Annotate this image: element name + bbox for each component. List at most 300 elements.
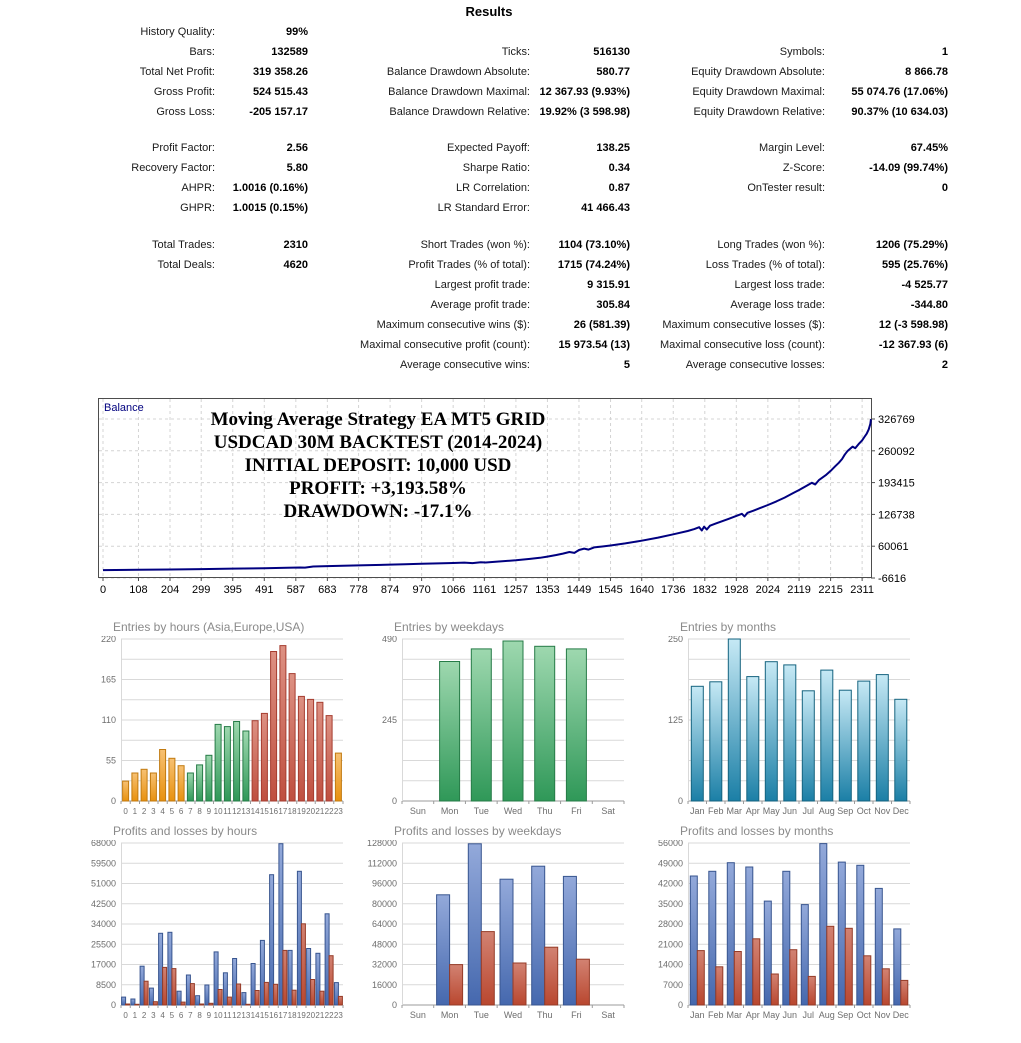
pl-by-months-bar-loss-May	[771, 974, 778, 1005]
stat-value: 90.37% (10 634.03)	[851, 106, 948, 118]
pl-by-hours-bar-profit-14	[251, 964, 255, 1006]
pl-by-weekdays-bar-profit-Wed	[500, 879, 513, 1005]
pl-by-months-bar-profit-Feb	[709, 871, 716, 1005]
entries-by-months-bar-entries-Dec	[895, 699, 907, 801]
chart-title: Profits and losses by months	[680, 824, 834, 838]
x-tick-label: 7	[188, 1011, 193, 1020]
stat-label: Expected Payoff:	[447, 142, 530, 154]
x-tick-label: 10	[213, 1011, 223, 1020]
stat-label: Total Net Profit:	[139, 66, 215, 78]
x-tick-label: Dec	[892, 806, 909, 816]
pl-by-months-bar-profit-Jul	[801, 905, 808, 1005]
x-tick-label: Jul	[802, 806, 815, 816]
pl-by-weekdays-bar-profit-Tue	[468, 844, 481, 1005]
y-tick-label: 125	[667, 715, 683, 725]
stat-row	[650, 279, 948, 299]
x-tick-label: 7	[188, 807, 193, 816]
x-tick-label: Aug	[818, 806, 835, 816]
pl-by-hours-bar-loss-12	[237, 984, 241, 1005]
pl-by-hours-bar-profit-17	[279, 844, 283, 1005]
stat-value: 1.0015 (0.15%)	[232, 202, 308, 214]
pl-by-hours-bar-loss-8	[200, 1004, 204, 1005]
balance-x-tick-label: 1736	[661, 584, 686, 596]
pl-by-weekdays-bar-profit-Mon	[437, 895, 450, 1005]
x-tick-label: Sun	[409, 1010, 426, 1020]
stat-value: -4 525.77	[901, 279, 948, 291]
pl-by-months-bar-profit-Jun	[783, 871, 790, 1005]
x-tick-label: Wed	[503, 1010, 523, 1020]
pl-by-months-bar-loss-Sep	[845, 928, 852, 1005]
x-tick-label: Mon	[440, 1010, 459, 1020]
balance-y-tick-label: 193415	[878, 477, 915, 490]
x-tick-label: 19	[296, 1011, 306, 1020]
pl-by-hours-plot	[85, 840, 353, 1024]
pl-by-hours-bar-loss-13	[246, 1004, 250, 1005]
balance-y-tick-label: 326769	[878, 413, 915, 426]
y-tick-label: 55	[105, 755, 116, 766]
stat-label: Recovery Factor:	[131, 162, 215, 174]
pl-by-weekdays-bar-loss-Wed	[513, 963, 526, 1005]
balance-x-tick-label: 0	[99, 584, 107, 596]
x-tick-label: 3	[151, 1011, 156, 1020]
pl-by-months-bar-profit-Mar	[727, 863, 734, 1005]
balance-x-tick-label: 204	[160, 584, 180, 596]
entries-by-weekdays-bar-entries-Fri	[566, 649, 586, 801]
entries-by-months-bar-entries-Sep	[839, 690, 851, 801]
pl-by-hours-bar-profit-21	[316, 953, 320, 1005]
pl-by-months-bar-loss-Apr	[753, 939, 760, 1005]
stat-row	[330, 66, 630, 86]
entries-by-weekdays-svg	[366, 636, 634, 820]
stat-row	[650, 86, 948, 106]
entries-by-weekdays-bar-entries-Mon	[440, 662, 460, 802]
stat-row	[650, 106, 948, 126]
y-tick-label: 245	[381, 715, 397, 725]
y-tick-label: 34000	[90, 919, 116, 929]
x-tick-label: Nov	[874, 1010, 891, 1020]
y-tick-label: 17000	[90, 959, 116, 970]
stat-label: Bars:	[189, 46, 215, 58]
stat-row	[650, 46, 948, 66]
stat-row	[330, 202, 630, 222]
stat-row	[330, 182, 630, 202]
x-tick-label: 11	[223, 807, 232, 816]
stat-value: 2.56	[286, 142, 308, 154]
pl-by-hours-bar-profit-4	[159, 933, 163, 1005]
chart-title: Entries by months	[680, 620, 777, 634]
y-tick-label: 112000	[367, 858, 397, 869]
x-tick-label: Jan	[689, 806, 705, 816]
balance-x-tick-label: 1449	[566, 584, 592, 596]
stat-row	[30, 26, 308, 46]
balance-x-tick-label: 299	[192, 584, 211, 596]
x-tick-label: Sun	[409, 806, 426, 816]
x-tick-label: 23	[333, 1011, 343, 1020]
entries-by-hours-bar-entries-4	[160, 750, 166, 802]
x-tick-label: 14	[250, 807, 260, 816]
x-tick-label: Dec	[892, 1010, 909, 1020]
entries-by-hours-bar-entries-12	[234, 722, 240, 802]
pl-by-weekdays-bar-loss-Mon	[450, 965, 463, 1005]
pl-by-hours-chart	[85, 824, 353, 1024]
y-tick-label: 110	[101, 715, 116, 725]
stat-row	[30, 106, 308, 126]
y-tick-label: 56000	[657, 840, 683, 848]
pl-by-months-svg	[652, 840, 920, 1024]
stat-row	[330, 359, 630, 379]
stat-row	[330, 162, 630, 182]
x-tick-label: 15	[259, 1011, 269, 1020]
pl-by-hours-bar-loss-3	[153, 1002, 157, 1005]
x-tick-label: Thu	[536, 1010, 553, 1020]
balance-x-tick-label: 1928	[724, 584, 749, 596]
entries-by-months-bar-entries-Nov	[876, 675, 888, 801]
pl-by-months-bar-loss-Jul	[808, 976, 815, 1005]
entries-by-months-svg	[652, 636, 920, 820]
x-tick-label: 15	[259, 807, 269, 816]
balance-x-tick-label: 1353	[535, 584, 560, 596]
stat-value: -14.09 (99.74%)	[869, 162, 948, 174]
pl-by-hours-bar-profit-1	[131, 999, 135, 1005]
overlay-line-4: PROFIT: +3,193.58%	[289, 478, 467, 499]
stat-value: 524 515.43	[252, 86, 308, 98]
pl-by-months-bar-profit-Dec	[894, 929, 901, 1005]
x-tick-label: 1	[132, 807, 138, 816]
pl-by-hours-bar-loss-11	[227, 997, 231, 1005]
overlay-line-2: USDCAD 30M BACKTEST (2014-2024)	[213, 432, 543, 453]
pl-by-hours-bar-loss-5	[172, 969, 176, 1006]
pl-by-hours-bar-profit-20	[307, 949, 311, 1006]
pl-by-months-bar-profit-May	[764, 901, 771, 1005]
stat-value: 595 (25.76%)	[881, 259, 948, 271]
pl-by-months-bar-profit-Apr	[746, 867, 753, 1005]
y-tick-label: 250	[667, 636, 683, 644]
pl-by-hours-bar-profit-0	[122, 997, 126, 1005]
pl-by-weekdays-bar-profit-Thu	[532, 866, 545, 1005]
y-tick-label: 68000	[90, 840, 116, 848]
pl-by-months-bar-loss-Jun	[790, 950, 797, 1005]
x-tick-label: 20	[306, 807, 316, 816]
y-tick-label: 8500	[95, 979, 116, 990]
x-tick-label: 20	[306, 1011, 316, 1020]
stat-label: Balance Drawdown Maximal:	[388, 86, 530, 98]
x-tick-label: 17	[278, 807, 288, 816]
stat-label: LR Standard Error:	[437, 202, 530, 214]
stat-row	[650, 339, 948, 359]
stat-row	[330, 239, 630, 259]
x-tick-label: 1	[132, 1011, 138, 1020]
entries-by-hours-bar-entries-15	[261, 713, 267, 801]
balance-x-tick-label: 1545	[598, 584, 623, 596]
y-tick-label: 0	[110, 1000, 116, 1010]
x-tick-label: 4	[160, 807, 165, 816]
entries-by-hours-bar-entries-3	[150, 773, 156, 801]
x-tick-label: 9	[206, 1011, 212, 1020]
x-tick-label: Sep	[837, 806, 854, 816]
y-tick-label: 7000	[662, 979, 683, 990]
stat-label: Average profit trade:	[430, 299, 530, 311]
stat-label: History Quality:	[140, 26, 215, 38]
balance-x-tick-label: 1257	[503, 584, 529, 596]
pl-by-hours-bar-loss-21	[320, 991, 324, 1005]
balance-chart	[98, 398, 998, 608]
stat-label: Total Deals:	[157, 259, 215, 271]
x-tick-label: 13	[241, 807, 251, 816]
balance-x-tick-label: 1640	[629, 584, 654, 596]
pl-by-hours-bar-profit-13	[242, 993, 246, 1005]
x-tick-label: Thu	[536, 806, 553, 816]
balance-x-tick-label: 683	[318, 584, 337, 596]
x-tick-label: Nov	[874, 806, 891, 816]
stat-row	[330, 106, 630, 126]
entries-by-weekdays-bar-entries-Wed	[503, 641, 523, 801]
stat-row	[330, 279, 630, 299]
balance-x-tick-label: 1832	[692, 584, 718, 596]
x-tick-label: 12	[232, 1011, 242, 1020]
pl-by-weekdays-chart	[366, 824, 634, 1024]
stat-row	[650, 359, 948, 379]
y-tick-label: 64000	[371, 919, 397, 929]
stat-row	[30, 66, 308, 86]
x-tick-label: Sat	[601, 806, 615, 816]
stat-label: Margin Level:	[758, 142, 825, 154]
x-tick-label: 22	[324, 807, 334, 816]
entries-by-months-bar-entries-Jul	[802, 691, 814, 801]
x-tick-label: 21	[315, 807, 325, 816]
stat-label: Long Trades (won %):	[717, 239, 825, 251]
stat-row	[650, 162, 948, 182]
pl-by-hours-bar-loss-23	[338, 996, 342, 1005]
pl-by-hours-bar-profit-5	[168, 932, 172, 1005]
balance-x-tick-label: 587	[286, 584, 306, 596]
x-tick-label: 12	[232, 807, 242, 816]
x-tick-label: May	[762, 1010, 780, 1020]
entries-by-weekdays-plot	[366, 636, 634, 820]
entries-by-hours-svg	[85, 636, 353, 820]
x-tick-label: 16	[269, 1011, 279, 1020]
stat-value: 41 466.43	[581, 202, 630, 214]
pl-by-months-bar-loss-Jan	[697, 951, 704, 1005]
stat-value: 5.80	[286, 162, 308, 174]
x-tick-label: 4	[160, 1011, 165, 1020]
entries-by-months-bar-entries-May	[765, 662, 777, 801]
balance-legend-label: Balance	[104, 402, 144, 414]
stat-label: Average consecutive wins:	[399, 359, 530, 371]
x-tick-label: 10	[213, 807, 223, 816]
pl-by-weekdays-bar-loss-Fri	[576, 959, 589, 1005]
entries-by-hours-bar-entries-5	[169, 758, 175, 801]
x-tick-label: Oct	[856, 806, 871, 816]
pl-by-hours-bar-loss-18	[292, 990, 296, 1005]
x-tick-label: 18	[287, 807, 297, 816]
y-tick-label: 220	[100, 636, 116, 644]
stat-label: Ticks:	[501, 46, 530, 58]
x-tick-label: Apr	[745, 1010, 760, 1020]
balance-x-tick-label: 2215	[818, 584, 843, 596]
stat-label: Profit Trades (% of total):	[408, 259, 530, 271]
x-tick-label: 16	[269, 807, 279, 816]
entries-by-weekdays-bar-entries-Tue	[471, 649, 491, 801]
overlay-line-1: Moving Average Strategy EA MT5 GRID	[210, 409, 546, 430]
x-tick-label: 22	[324, 1011, 334, 1020]
entries-by-hours-bar-entries-16	[271, 652, 277, 802]
entries-by-weekdays-bar-entries-Thu	[535, 646, 555, 801]
stat-value: 1206 (75.29%)	[875, 239, 948, 251]
pl-by-hours-bar-profit-18	[288, 950, 292, 1005]
pl-by-hours-bar-profit-23	[334, 983, 338, 1005]
entries-by-hours-bar-entries-14	[252, 721, 258, 801]
stat-value: 0	[941, 182, 948, 194]
stat-value: 12 (-3 598.98)	[878, 319, 948, 331]
x-tick-label: Mar	[726, 1010, 742, 1020]
pl-by-hours-bar-loss-17	[283, 950, 287, 1005]
y-tick-label: 165	[100, 674, 116, 685]
y-tick-label: 128000	[366, 840, 397, 848]
pl-by-months-bar-loss-Aug	[827, 926, 834, 1005]
pl-by-months-bar-profit-Aug	[820, 844, 827, 1005]
x-tick-label: Oct	[856, 1010, 871, 1020]
stat-label: AHPR:	[181, 182, 215, 194]
stat-row	[650, 319, 948, 339]
x-tick-label: Fri	[571, 806, 582, 816]
stat-label: OnTester result:	[747, 182, 825, 194]
x-tick-label: 13	[241, 1011, 251, 1020]
x-tick-label: Mar	[726, 806, 742, 816]
pl-by-hours-bar-profit-16	[270, 875, 274, 1005]
pl-by-months-bar-profit-Jan	[690, 876, 697, 1005]
pl-by-weekdays-bar-loss-Thu	[545, 947, 558, 1005]
pl-by-hours-svg	[85, 840, 353, 1024]
pl-by-months-plot	[652, 840, 920, 1024]
y-tick-label: 0	[391, 1000, 397, 1010]
x-tick-label: 5	[169, 1011, 175, 1020]
x-tick-label: Wed	[503, 806, 523, 816]
x-tick-label: 11	[223, 1011, 232, 1020]
x-tick-label: Jul	[802, 1010, 815, 1020]
stat-value: 1104 (73.10%)	[558, 239, 630, 251]
x-tick-label: Apr	[745, 806, 760, 816]
stat-value: 5	[623, 359, 630, 371]
y-tick-label: 51000	[90, 878, 116, 889]
x-tick-label: Tue	[473, 806, 489, 816]
stat-row	[650, 259, 948, 279]
entries-by-months-chart	[652, 620, 920, 820]
x-tick-label: May	[762, 806, 780, 816]
pl-by-hours-bar-profit-2	[140, 966, 144, 1005]
pl-by-months-bar-loss-Oct	[864, 956, 871, 1005]
balance-x-tick-label: 2024	[755, 584, 781, 596]
balance-x-tick-label: 874	[380, 584, 400, 596]
pl-by-hours-bar-loss-1	[135, 1004, 139, 1005]
stat-row	[330, 319, 630, 339]
stat-label: Equity Drawdown Relative:	[693, 106, 825, 118]
y-tick-label: 0	[110, 796, 116, 806]
pl-by-hours-bar-profit-11	[223, 973, 227, 1005]
pl-by-hours-bar-loss-19	[301, 924, 305, 1005]
entries-by-hours-bar-entries-11	[224, 727, 230, 801]
x-tick-label: Jan	[689, 1010, 705, 1020]
pl-by-hours-bar-profit-12	[233, 959, 237, 1006]
stat-label: Total Trades:	[152, 239, 215, 251]
pl-by-hours-bar-profit-7	[186, 975, 190, 1005]
stat-row	[330, 142, 630, 162]
pl-by-months-bar-profit-Nov	[875, 888, 882, 1005]
stat-value: 55 074.76 (17.06%)	[851, 86, 948, 98]
page-title: Results	[465, 4, 513, 19]
stat-value: 4620	[283, 259, 308, 271]
x-tick-label: Mon	[440, 806, 459, 816]
stat-value: 15 973.54 (13)	[558, 339, 630, 351]
stat-row	[30, 239, 308, 259]
balance-x-tick-label: 2311	[850, 584, 874, 596]
entries-by-hours-bar-entries-19	[298, 696, 304, 801]
stat-row	[30, 46, 308, 66]
pl-by-hours-bar-loss-10	[218, 990, 222, 1006]
balance-x-tick-label: 1161	[472, 584, 497, 596]
stat-value: 580.77	[596, 66, 630, 78]
y-tick-label: 28000	[657, 919, 683, 929]
stat-label: Loss Trades (% of total):	[705, 259, 825, 271]
y-tick-label: 35000	[657, 898, 683, 909]
pl-by-hours-bar-profit-10	[214, 952, 218, 1005]
balance-x-tick-label: 1066	[440, 584, 466, 596]
stat-value: 26 (581.39)	[573, 319, 630, 331]
x-tick-label: 21	[315, 1011, 325, 1020]
chart-title: Entries by hours (Asia,Europe,USA)	[113, 620, 305, 634]
stat-value: 0.34	[608, 162, 630, 174]
x-tick-label: Jun	[782, 1010, 798, 1020]
pl-by-months-bar-loss-Feb	[716, 967, 723, 1005]
x-tick-label: 0	[123, 807, 128, 816]
stat-row	[30, 182, 308, 202]
stat-label: Largest loss trade:	[734, 279, 825, 291]
stat-value: 1715 (74.24%)	[557, 259, 630, 271]
stat-value: 67.45%	[910, 142, 948, 154]
entries-by-hours-bar-entries-7	[187, 773, 193, 801]
stat-label: Gross Profit:	[153, 86, 215, 98]
stat-row	[30, 142, 308, 162]
x-tick-label: 6	[178, 1011, 184, 1020]
y-tick-label: 48000	[371, 939, 397, 950]
pl-by-hours-bar-profit-9	[205, 985, 209, 1005]
pl-by-hours-bar-loss-9	[209, 1003, 213, 1005]
pl-by-hours-bar-loss-22	[329, 956, 333, 1005]
x-tick-label: 18	[287, 1011, 297, 1020]
pl-by-hours-bar-loss-20	[311, 980, 315, 1006]
x-tick-label: 8	[197, 807, 202, 816]
pl-by-hours-bar-loss-6	[181, 1002, 185, 1005]
stat-row	[330, 339, 630, 359]
entries-by-hours-bar-entries-10	[215, 724, 221, 801]
pl-by-weekdays-plot	[366, 840, 634, 1024]
stat-value: 1	[941, 46, 948, 58]
entries-by-hours-bar-entries-2	[141, 769, 147, 801]
x-tick-label: Feb	[707, 1010, 724, 1020]
stat-row	[330, 46, 630, 66]
stat-label: Maximal consecutive profit (count):	[360, 339, 530, 351]
stat-label: Equity Drawdown Maximal:	[692, 86, 825, 98]
pl-by-hours-bar-loss-15	[264, 982, 268, 1005]
y-tick-label: 59500	[90, 858, 116, 869]
balance-overlay-text	[113, 408, 643, 523]
stat-row	[30, 86, 308, 106]
chart-title: Profits and losses by hours	[113, 824, 258, 838]
pl-by-months-bar-loss-Mar	[734, 952, 741, 1006]
balance-x-tick-label: 395	[223, 584, 242, 596]
stat-label: Gross Loss:	[156, 106, 215, 118]
y-tick-label: 49000	[657, 858, 683, 869]
stat-label: Maximum consecutive losses ($):	[662, 319, 825, 331]
